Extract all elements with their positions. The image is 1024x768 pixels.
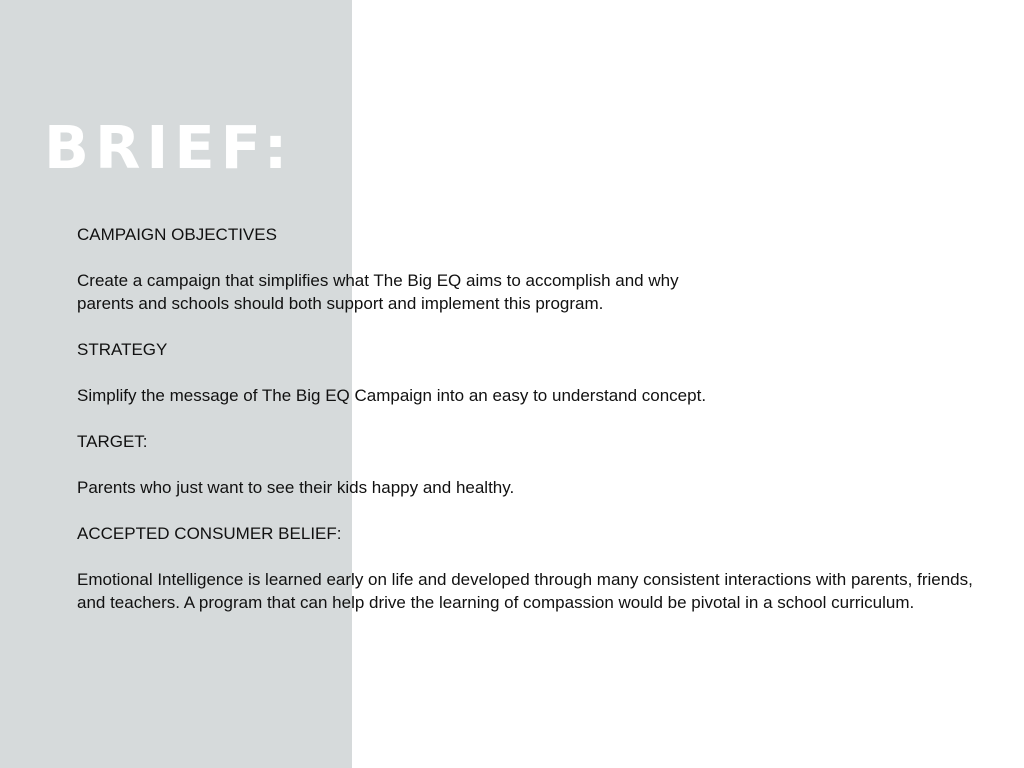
target-text: Parents who just want to see their kids happy and healthy. — [77, 478, 515, 497]
target-heading: TARGET: — [77, 432, 148, 451]
brief-content — [77, 223, 987, 637]
slide-title: BRIEF: — [44, 113, 294, 182]
objectives-heading: CAMPAIGN OBJECTIVES — [77, 225, 277, 244]
strategy-heading: STRATEGY — [77, 340, 168, 359]
strategy-text: Simplify the message of The Big EQ Campaign into an easy to understand concept. — [77, 386, 707, 405]
belief-heading: ACCEPTED CONSUMER BELIEF: — [77, 524, 342, 543]
belief-text: Emotional Intelligence is learned early on life and developed through many consistent interactions with parents, friends, and teachers. A program that can help drive the learning of compassion would be pivotal in a school curriculum. — [77, 570, 973, 612]
objectives-text: Create a campaign that simplifies what The Big EQ aims to accomplish and why parents and schools should both support and implement this program. — [77, 271, 679, 313]
